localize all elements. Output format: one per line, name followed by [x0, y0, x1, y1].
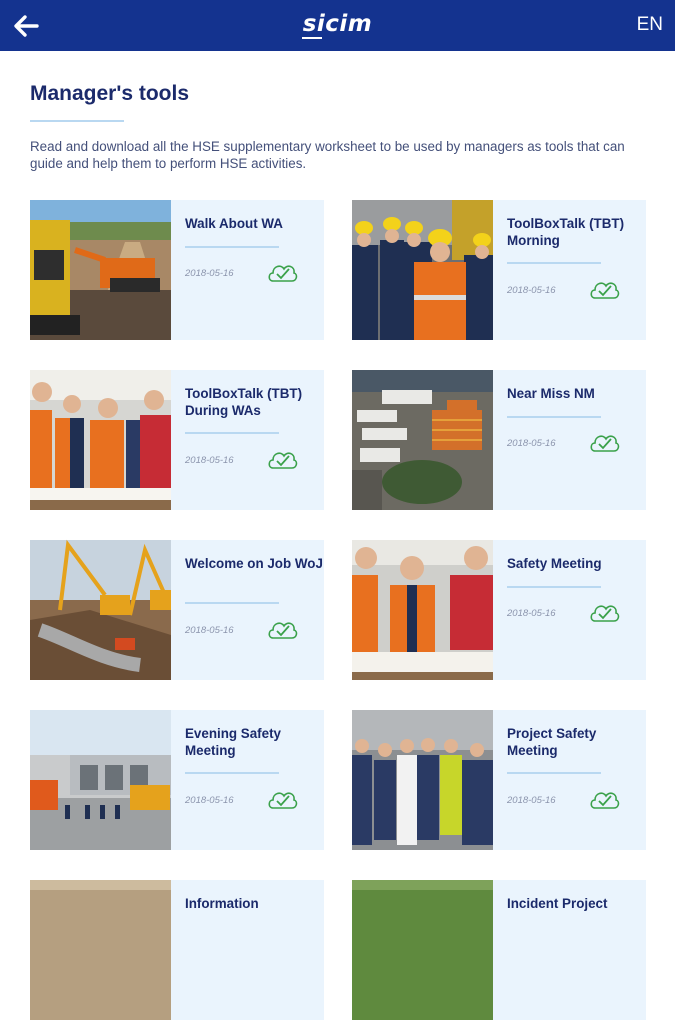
- card-divider: [507, 262, 601, 264]
- card-title: Near Miss NM: [507, 386, 595, 401]
- sicim-logo: sicim: [302, 11, 373, 37]
- cloud-check-icon[interactable]: [267, 788, 297, 810]
- card-thumbnail: [30, 710, 171, 850]
- card-divider: [185, 432, 279, 434]
- card-thumbnail: [352, 540, 493, 680]
- cloud-check-icon[interactable]: [589, 601, 619, 623]
- card-thumbnail: [30, 370, 171, 510]
- tool-card-near-miss[interactable]: [352, 370, 646, 510]
- tool-card-tbt-during[interactable]: [30, 370, 324, 510]
- page-title: Manager's tools: [30, 82, 190, 105]
- card-title: Walk About WA: [185, 216, 283, 231]
- card-thumbnail: [352, 710, 493, 850]
- card-date: 2018-05-16: [185, 625, 234, 636]
- tool-card-welcome-on-job[interactable]: [30, 540, 324, 680]
- card-divider: [507, 416, 601, 418]
- card-divider: [185, 246, 279, 248]
- card-title: ToolBoxTalk (TBT) During WAs: [185, 386, 303, 418]
- card-thumbnail: [352, 880, 493, 1020]
- card-thumbnail: [352, 200, 493, 340]
- page-intro: Read and download all the HSE supplementary worksheet to be used by managers as tools that can guide and help them to perform HSE activities.: [30, 139, 625, 171]
- card-date: 2018-05-16: [507, 438, 556, 449]
- card-thumbnail: [30, 540, 171, 680]
- cloud-check-icon[interactable]: [267, 448, 297, 470]
- card-divider: [185, 772, 279, 774]
- card-date: 2018-05-16: [507, 795, 556, 806]
- cloud-check-icon[interactable]: [589, 431, 619, 453]
- card-divider: [507, 772, 601, 774]
- card-thumbnail: [30, 200, 171, 340]
- tool-card-incident-project[interactable]: [352, 880, 646, 1020]
- card-title: Incident Project: [507, 896, 608, 911]
- tool-card-walk-about[interactable]: [30, 200, 324, 340]
- card-title: Evening Safety Meeting: [185, 726, 281, 758]
- cloud-check-icon[interactable]: [589, 788, 619, 810]
- card-date: 2018-05-16: [185, 455, 234, 466]
- card-date: 2018-05-16: [185, 795, 234, 806]
- card-thumbnail: [352, 370, 493, 510]
- card-title: Safety Meeting: [507, 556, 602, 571]
- card-title: Project Safety Meeting: [507, 726, 597, 758]
- card-title: ToolBoxTalk (TBT) Morning: [507, 216, 625, 248]
- tool-card-tbt-morning[interactable]: [352, 200, 646, 340]
- card-date: 2018-05-16: [507, 285, 556, 296]
- card-title: Information: [185, 896, 259, 911]
- card-thumbnail: [30, 880, 171, 1020]
- language-selector[interactable]: EN: [636, 14, 663, 35]
- tool-card-information[interactable]: [30, 880, 324, 1020]
- card-date: 2018-05-16: [185, 268, 234, 279]
- tool-card-evening-safety-meeting[interactable]: [30, 710, 324, 850]
- card-title: Welcome on Job WoJ: [185, 556, 323, 571]
- card-divider: [185, 602, 279, 604]
- tool-card-project-safety-meeting[interactable]: [352, 710, 646, 850]
- tool-card-safety-meeting[interactable]: [352, 540, 646, 680]
- cloud-check-icon[interactable]: [267, 261, 297, 283]
- cloud-check-icon[interactable]: [267, 618, 297, 640]
- card-divider: [507, 586, 601, 588]
- card-date: 2018-05-16: [507, 608, 556, 619]
- cloud-check-icon[interactable]: [589, 278, 619, 300]
